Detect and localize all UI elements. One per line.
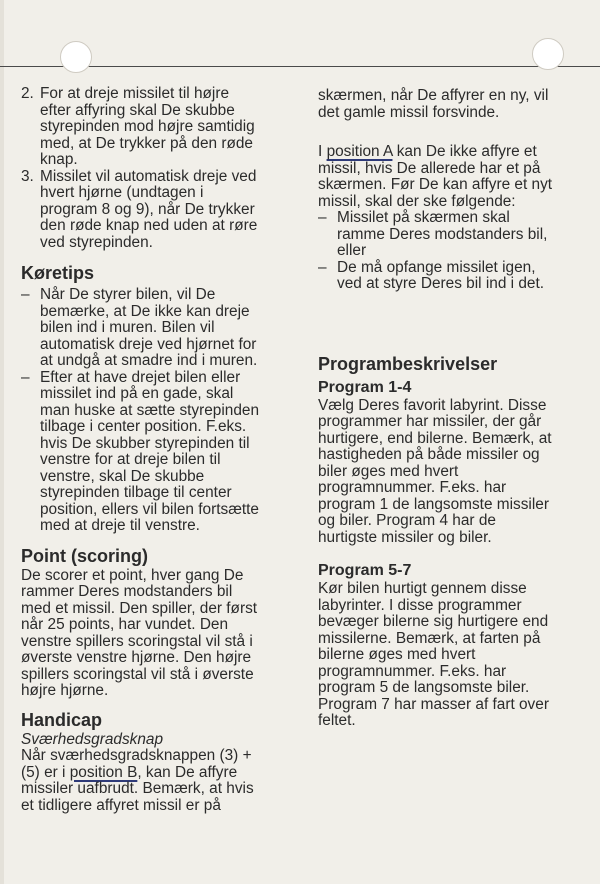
text-line: Vælg Deres favorit labyrint. Disse: [318, 396, 547, 414]
text-line: Program 7 har masser af fart over: [318, 695, 549, 713]
heading-koretips: Køretips: [21, 263, 95, 283]
text-line: program 1 de langsomste missiler: [318, 495, 549, 513]
text-line: med, at De trykker på den røde: [40, 134, 253, 152]
text-line: automatisk dreje ved hjørnet for: [40, 335, 257, 353]
position-a-paragraph: [318, 144, 588, 210]
text-line: programmer har missiler, der går: [318, 413, 542, 430]
text-fragment: (5) er i: [21, 763, 66, 781]
text-fragment: I: [318, 143, 323, 160]
heading-program-1-4: Program 1-4: [318, 378, 412, 396]
right-column: [318, 88, 588, 730]
text-line: For at dreje missilet til højre: [40, 85, 230, 102]
text-fragment: kan De ikke affyre et: [396, 143, 537, 160]
text-line: højre hjørne.: [21, 682, 109, 699]
text-line: ved at styre Deres bil ind i det.: [337, 275, 545, 292]
list-marker: 3.: [21, 167, 34, 185]
text-line: hurtigere, end bilerne. Bemærk, at: [318, 429, 552, 447]
text-line: Missilet på skærmen skal: [337, 209, 510, 226]
text-line: det gamle missil forsvinde.: [318, 103, 500, 121]
text-line: med et missil. Den spiller, der først: [21, 599, 258, 617]
text-line: hvis De skubber styrepinden til: [40, 434, 250, 452]
list-marker: –: [21, 368, 30, 386]
heading-program-5-7: Program 5-7: [318, 562, 412, 579]
text-line: spillers scoringstal vil stå i øverste: [21, 665, 254, 683]
text-line: hurtigste missiler og biler.: [318, 528, 492, 546]
text-line: bilerne øges med hvert: [318, 646, 476, 663]
top-rule: [0, 66, 600, 67]
text-line: øverste venstre hjørne. Den højre: [21, 649, 252, 666]
text-line: bemærke, at De ikke kan dreje: [40, 302, 250, 320]
text-line: biler øges med hvert: [318, 462, 459, 480]
heading-programbeskrivelser: Programbeskrivelser: [318, 353, 498, 374]
condition-item: [318, 260, 588, 293]
text-line: position, ellers vil bilen fortsætte: [40, 500, 259, 518]
text-line: feltet.: [318, 712, 356, 729]
text-line-position-b: [21, 765, 293, 782]
text-line-position-a: [318, 144, 588, 161]
point-paragraph: [21, 568, 293, 700]
text-line: missilerne. Bemærk, at farten på: [318, 629, 541, 647]
text-line: ved styrepinden.: [40, 233, 153, 251]
page-left-edge: [0, 0, 4, 884]
program-5-7-paragraph: [318, 581, 588, 730]
text-line: skærmen. Før De kan affyre et nyt: [318, 176, 553, 193]
text-line: hastigheden på både missiler og: [318, 446, 540, 463]
tip-item: [21, 287, 293, 370]
text-line: missiler uafbrudt. Bemærk, at hvis: [21, 780, 254, 797]
text-line: styrepinden tilbage til center: [40, 484, 232, 501]
text-line: styrepinden mod højre samtidig: [40, 118, 255, 135]
list-item-3: [21, 169, 293, 252]
tip-item: [21, 370, 293, 535]
text-line: eller: [337, 242, 367, 259]
text-line: at undgå at smadre ind i muren.: [40, 352, 258, 369]
text-line: og biler. Program 4 har de: [318, 512, 496, 529]
text-line: De må opfange missilet igen,: [337, 258, 536, 276]
text-line: ramme Deres modstanders bil,: [337, 225, 548, 243]
text-line: den røde knap ned uden at røre: [40, 217, 258, 234]
text-line: Når sværhedsgradsknappen (3) +: [21, 747, 252, 764]
text-line: De scorer et point, hver gang De: [21, 566, 244, 584]
text-line: bilen ind i muren. Bilen vil: [40, 319, 215, 336]
text-line: venstre, skal De skubbe: [40, 467, 205, 485]
text-line: efter affyring skal De skubbe: [40, 101, 235, 119]
text-fragment: , kan De affyre: [137, 763, 238, 781]
text-line: et tidligere affyret missil er på: [21, 796, 221, 814]
text-line: venstre for at dreje bilen til: [40, 451, 221, 468]
text-line: Når De styrer bilen, vil De: [40, 286, 216, 303]
text-line: skærmen, når De affyrer en ny, vil: [318, 87, 549, 104]
text-line: Missilet vil automatisk dreje ved: [40, 167, 257, 185]
list-item-2: [21, 86, 293, 169]
punch-hole-left: [60, 41, 92, 73]
condition-item: [318, 210, 588, 260]
punch-hole-right: [532, 38, 564, 70]
position-b-underlined: position B: [69, 763, 138, 781]
subheading-svaerhedsgradsknap: Sværhedsgradsknap: [21, 730, 164, 748]
text-line: program 5 de langsomste biler.: [318, 679, 530, 696]
text-line: hvert hjørne (undtagen i: [40, 184, 204, 201]
text-line: når 25 points, har vundet. Den: [21, 616, 229, 633]
heading-point: Point (scoring): [21, 545, 148, 566]
text-line: man huske at sætte styrepinden: [40, 401, 260, 419]
text-line: rammer Deres modstanders bil: [21, 583, 233, 600]
list-marker: –: [21, 286, 30, 303]
text-line: program 8 og 9), når De trykker: [40, 200, 255, 218]
list-marker: –: [318, 258, 327, 276]
text-line: knap.: [40, 151, 78, 168]
list-marker: 2.: [21, 85, 34, 102]
text-line: missil, skal der ske følgende:: [318, 192, 516, 210]
text-line: tilbage i center position. F.eks.: [40, 418, 247, 435]
program-1-4-paragraph: [318, 398, 588, 547]
text-line: venstre spillers scoringstal vil stå i: [21, 632, 253, 650]
text-line: Kør bilen hurtigt gennem disse: [318, 580, 527, 597]
heading-handicap: Handicap: [21, 709, 103, 730]
text-line: programnummer. F.eks. har: [318, 662, 507, 680]
text-line: bevæger bilerne sig hurtigere end: [318, 613, 549, 630]
text-line: med at dreje til venstre.: [40, 517, 200, 534]
text-line: Efter at have drejet bilen eller: [40, 368, 241, 386]
numbered-list: [21, 86, 293, 251]
left-column: [21, 86, 293, 814]
text-line: missil, hvis De allerede har et på: [318, 159, 541, 177]
text-line: missilet ind på en gade, skal: [40, 385, 234, 402]
text-line: labyrinter. I disse programmer: [318, 596, 522, 614]
list-marker: –: [318, 209, 327, 226]
position-a-underlined: position A: [326, 143, 393, 160]
text-line: programnummer. F.eks. har: [318, 479, 507, 496]
